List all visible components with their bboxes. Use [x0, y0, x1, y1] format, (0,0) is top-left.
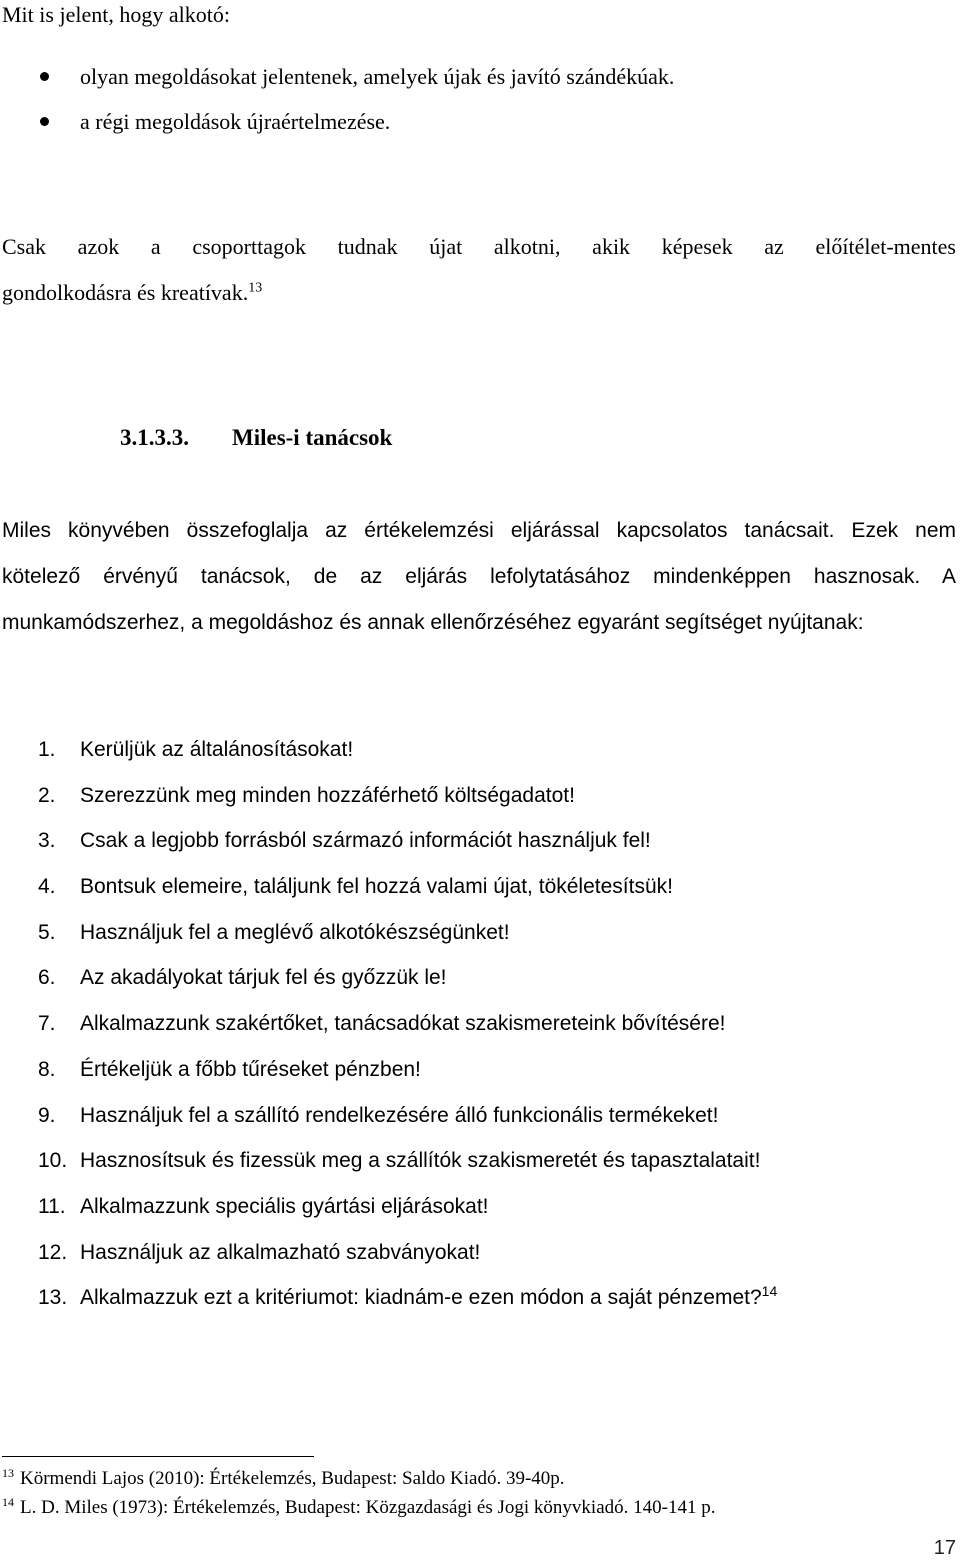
- footnote-text: Körmendi Lajos (2010): Értékelemzés, Budapest: Saldo Kiadó. 39-40p.: [20, 1468, 565, 1489]
- list-item-number: 9.: [38, 1103, 56, 1127]
- list-item-text: Használjuk az alkalmazható szabványokat!: [80, 1240, 481, 1264]
- list-item: [38, 913, 777, 959]
- section-title: Miles-i tanácsok: [232, 425, 393, 450]
- footnote: [2, 1495, 715, 1524]
- list-item: [38, 958, 777, 1004]
- list-item: [38, 730, 777, 776]
- bullet-item: [0, 107, 960, 152]
- paragraph-line-text: gondolkodásra és kreatívak.: [2, 280, 249, 305]
- footnote: [2, 1466, 715, 1495]
- list-item-number: 10.: [38, 1149, 68, 1173]
- paragraph-line: [2, 270, 956, 316]
- list-item: [38, 1187, 777, 1233]
- footnotes: [2, 1466, 715, 1524]
- page-number: 17: [933, 1537, 956, 1559]
- list-item-text: Használjuk fel a meglévő alkotókészségünket!: [80, 920, 510, 944]
- list-item: [38, 776, 777, 822]
- list-item: [38, 821, 777, 867]
- bullet-list: [0, 62, 960, 152]
- paragraph-creative-groups: [2, 224, 956, 316]
- bullet-dot-icon: [40, 117, 49, 126]
- list-item-number: 1.: [38, 738, 56, 761]
- list-item: [38, 1004, 777, 1050]
- list-item-text: Alkalmazzunk speciális gyártási eljárásokat!: [80, 1194, 489, 1218]
- footnote-ref-13[interactable]: 13: [248, 280, 263, 296]
- section-number: 3.1.3.3.: [120, 425, 189, 450]
- list-item-text: Alkalmazzunk szakértőket, tanácsadókat szakismereteink bővítésére!: [80, 1012, 726, 1036]
- list-item-number: 6.: [38, 966, 56, 990]
- paragraph-miles-advice: [2, 508, 956, 646]
- list-item-number: 13.: [38, 1286, 68, 1310]
- list-item: [38, 1096, 777, 1142]
- paragraph-line: Csak azok a csoporttagok tudnak újat alkotni, akik képesek az előítélet-mentes: [2, 234, 956, 259]
- list-item-text: Szerezzünk meg minden hozzáférhető költségadatot!: [80, 783, 575, 807]
- list-item-number: 11.: [38, 1194, 66, 1218]
- list-item-number: 7.: [38, 1012, 56, 1036]
- list-item-text: Használjuk fel a szállító rendelkezésére álló funkcionális termékeket!: [80, 1103, 719, 1127]
- paragraph-line: munkamódszerhez, a megoldáshoz és annak ellenőrzéséhez egyaránt segítséget nyújtanak:: [2, 611, 864, 634]
- list-item-number: 8.: [38, 1057, 56, 1081]
- list-item-text: Bontsuk elemeire, találjunk fel hozzá valami újat, tökéletesítsük!: [80, 875, 673, 899]
- list-item-number: 12.: [38, 1240, 68, 1264]
- list-item: [38, 1233, 777, 1279]
- section-heading: [120, 422, 392, 454]
- bullet-item: [0, 62, 960, 107]
- list-item: [38, 1050, 777, 1096]
- list-item: [38, 867, 777, 913]
- list-item: [38, 1278, 777, 1324]
- list-item-number: 3.: [38, 829, 56, 853]
- bullet-text: olyan megoldásokat jelentenek, amelyek újak és javító szándékúak.: [80, 64, 675, 89]
- bullet-dot-icon: [40, 72, 49, 81]
- footnote-separator: [2, 1456, 314, 1457]
- list-item-number: 5.: [38, 920, 56, 944]
- intro-text: Mit is jelent, hogy alkotó:: [2, 2, 230, 27]
- list-item-number: 2.: [38, 783, 56, 807]
- miles-rules-list: [38, 730, 777, 1324]
- list-item-text: Kerüljük az általánosításokat!: [80, 738, 354, 761]
- paragraph-line: Miles könyvében összefoglalja az értékelemzési eljárással kapcsolatos tanácsait. Ezek nem: [2, 519, 956, 542]
- list-item-number: 4.: [38, 875, 56, 899]
- footnote-number: 14: [2, 1494, 14, 1509]
- paragraph-line: kötelező érvényű tanácsok, de az eljárás lefolytatásához mindenképpen hasznosak. A: [2, 565, 956, 588]
- footnote-number: 13: [2, 1465, 14, 1480]
- footnote-text: L. D. Miles (1973): Értékelemzés, Budapest: Közgazdasági és Jogi könyvkiadó. 140-141 p.: [20, 1497, 716, 1518]
- footnote-ref-14[interactable]: 14: [761, 1283, 778, 1300]
- bullet-text: a régi megoldások újraértelmezése.: [80, 109, 391, 134]
- list-item-text: Értékeljük a főbb tűréseket pénzben!: [80, 1057, 421, 1081]
- list-item: [38, 1141, 777, 1187]
- list-item-text: Hasznosítsuk és fizessük meg a szállítók szakismeretét és tapasztalatait!: [80, 1149, 761, 1173]
- list-item-text: Az akadályokat tárjuk fel és győzzük le!: [80, 966, 447, 990]
- list-item-text: Alkalmazzuk ezt a kritériumot: kiadnám-e ezen módon a saját pénzemet?: [80, 1286, 762, 1310]
- list-item-text: Csak a legjobb forrásból származó információt használjuk fel!: [80, 829, 651, 853]
